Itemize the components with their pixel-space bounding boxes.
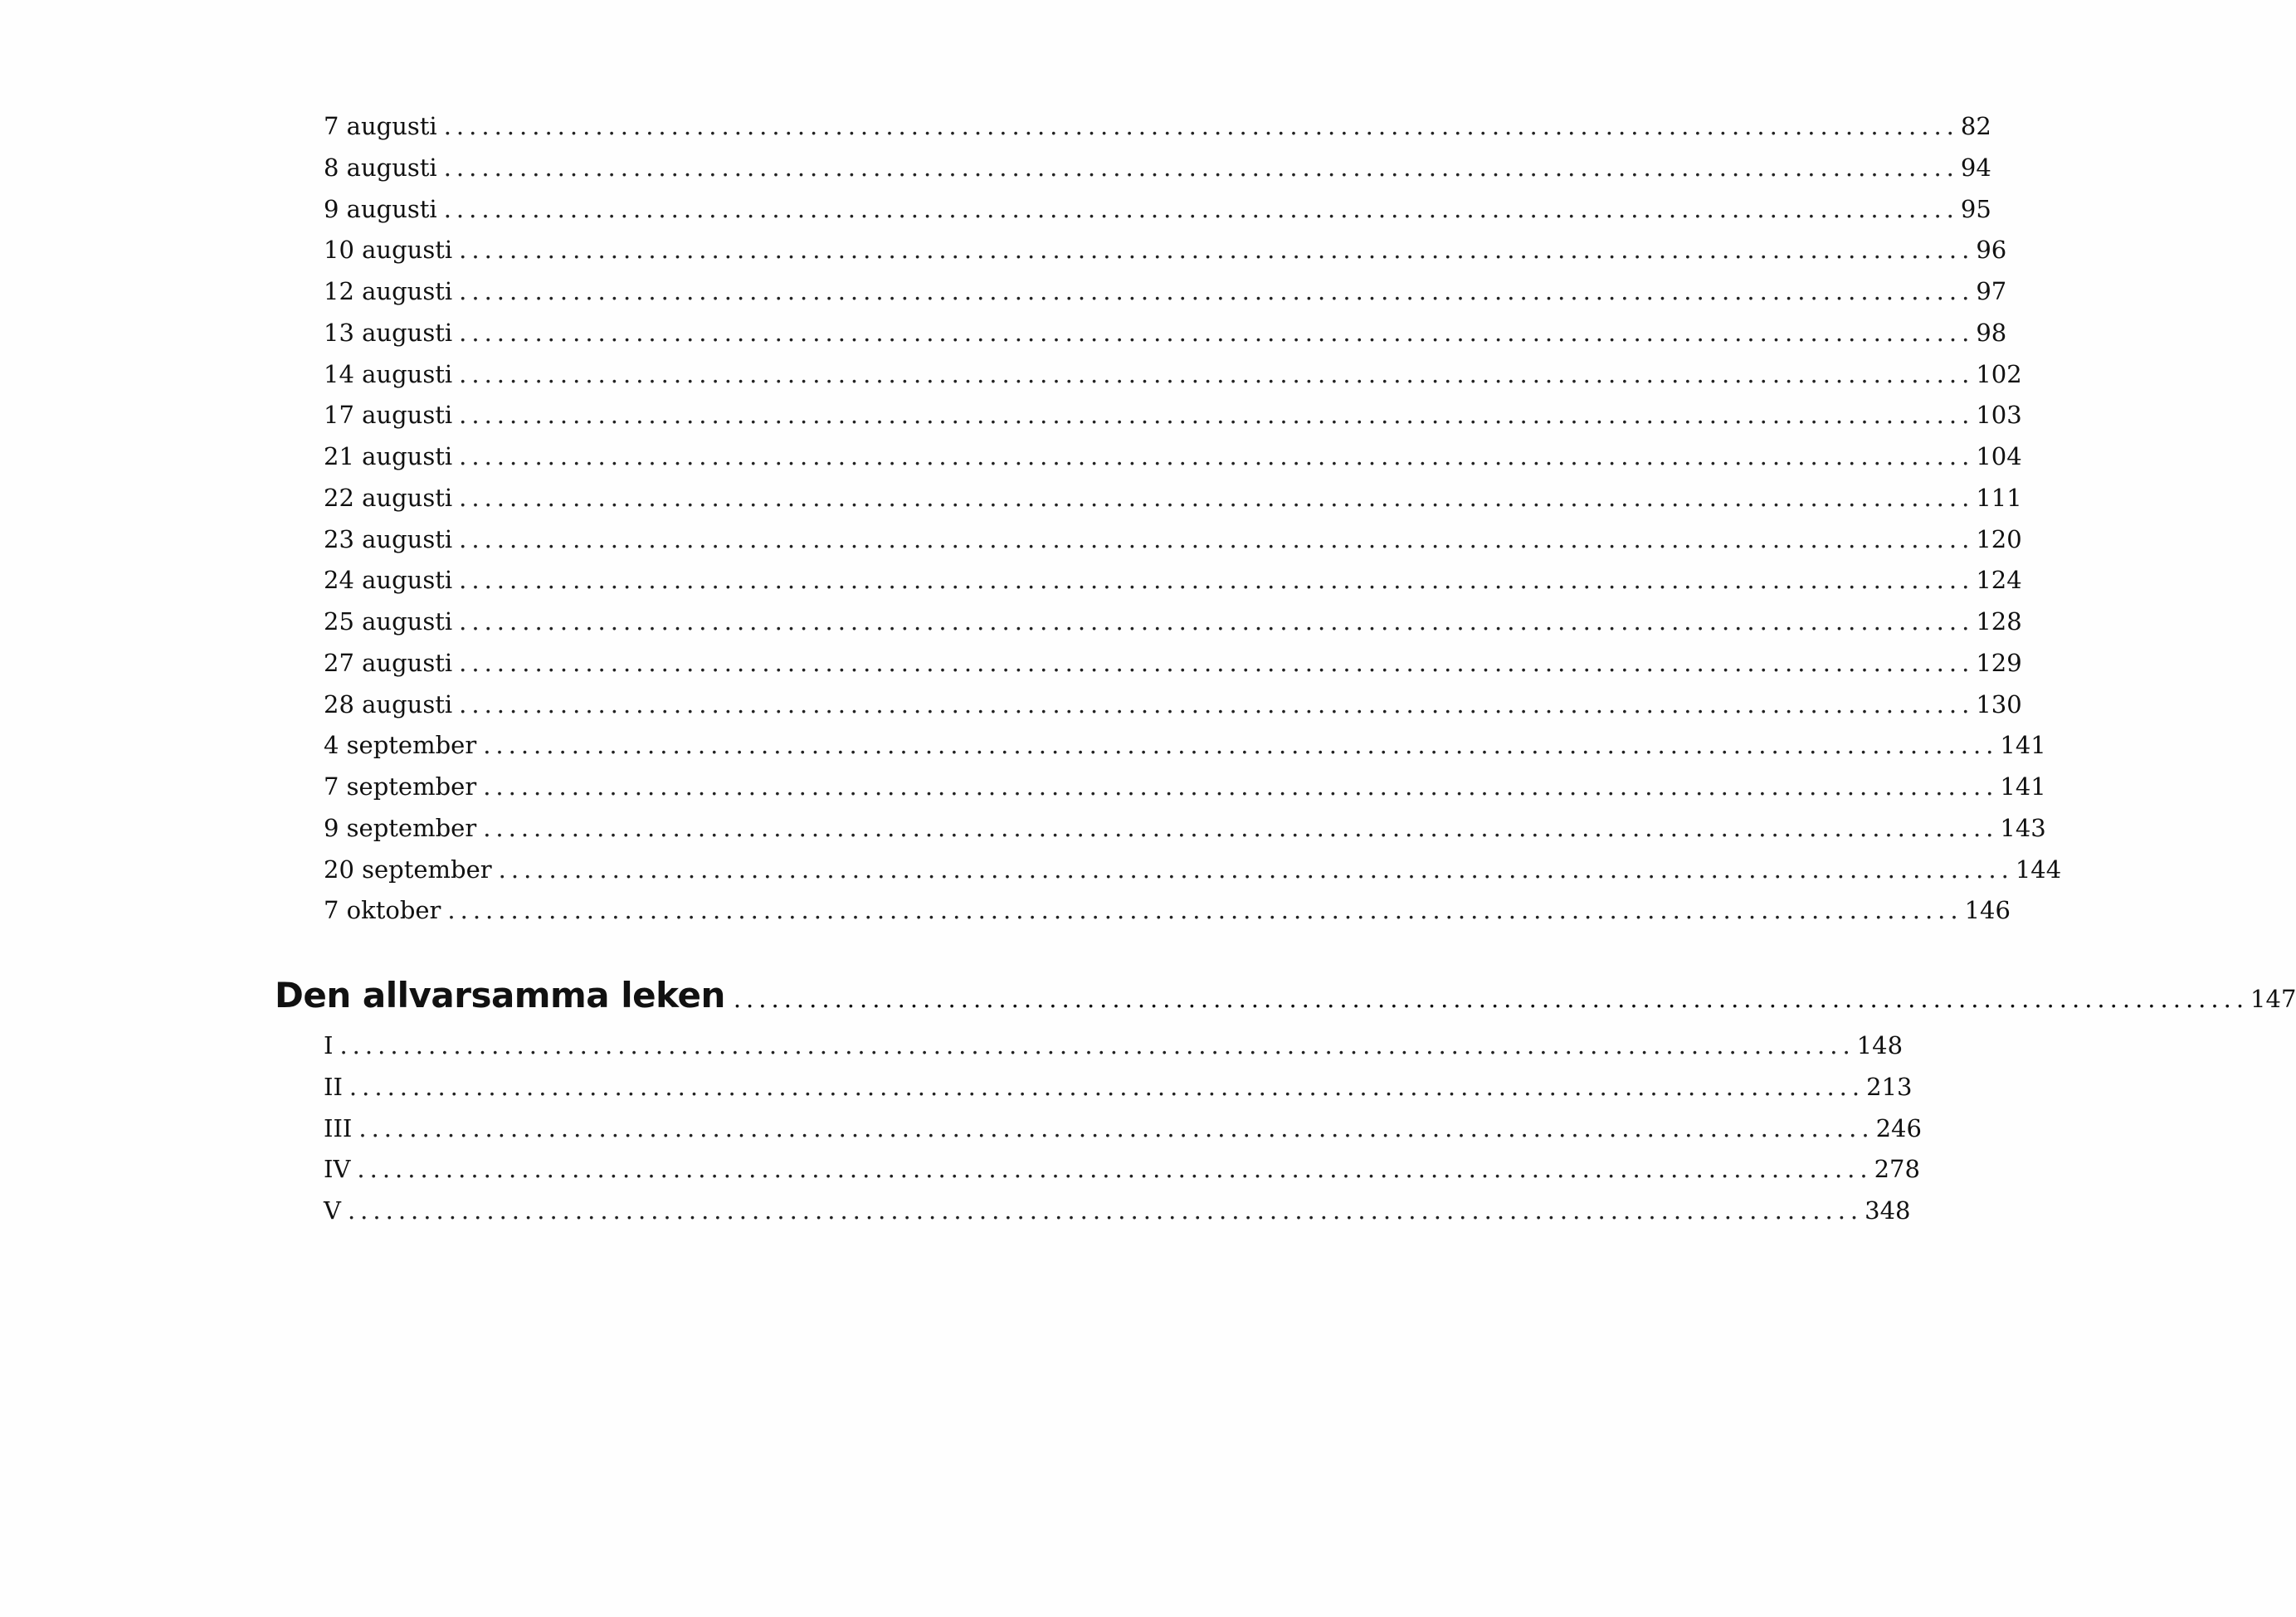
dot-leader: ........................................................................................................................ <box>443 112 1959 140</box>
dot-leader: ........................................................................................................................ <box>459 319 1975 347</box>
toc-entry-label: 9 augusti <box>324 195 437 223</box>
toc-entry-page-number: 98 <box>1976 319 2007 347</box>
toc-entry-label: 25 augusti <box>324 607 453 636</box>
dot-leader: ........................................................................................................................ <box>459 484 1975 512</box>
toc-entry-page-number: 128 <box>1976 607 2022 636</box>
toc-entry-label: 28 augusti <box>324 690 453 718</box>
toc-entry-page-number: 213 <box>1866 1073 1913 1101</box>
dot-leader: ........................................................................................................................ <box>498 855 2014 884</box>
dot-leader: ........................................................................................................................ <box>459 236 1975 264</box>
toc-entry[interactable] <box>324 482 2022 514</box>
toc-entry-label: 7 september <box>324 772 477 801</box>
toc-entry-page-number: 143 <box>2000 814 2046 842</box>
toc-entry[interactable] <box>324 317 2007 348</box>
dot-leader: ........................................................................................................................ <box>483 814 1999 842</box>
toc-entry-page-number: 96 <box>1976 236 2007 264</box>
toc-entry-page-number: 124 <box>1976 566 2022 594</box>
toc-entry[interactable] <box>324 564 2022 596</box>
toc-entry-label: 12 augusti <box>324 277 453 305</box>
dot-leader: ........................................................................................................................ <box>459 401 1975 429</box>
dot-leader: ........................................................................................................................ <box>358 1114 1874 1142</box>
toc-entry[interactable] <box>324 771 2046 802</box>
toc-entry-label: 21 augusti <box>324 442 453 470</box>
toc-entry[interactable] <box>324 647 2022 679</box>
dot-leader: ........................................................................................................................ <box>349 1073 1865 1101</box>
toc-entry-label: III <box>324 1114 353 1142</box>
toc-entry-label: 20 september <box>324 855 492 884</box>
toc-entry-page-number: 348 <box>1865 1196 1911 1225</box>
toc-entry-page-number: 104 <box>1976 442 2022 470</box>
toc-entry[interactable] <box>324 606 2022 637</box>
toc-entry-page-number: 278 <box>1874 1155 1920 1183</box>
toc-entry[interactable] <box>324 399 2022 431</box>
dot-leader: ........................................................................................................................ <box>447 896 1963 924</box>
toc-entry-label: 4 september <box>324 731 477 759</box>
toc-entry[interactable] <box>324 812 2046 844</box>
dot-leader: ........................................................................................................................ <box>459 360 1975 388</box>
dot-leader: ........................................................................................................................ <box>443 195 1959 223</box>
chapter-entry[interactable] <box>324 1030 1904 1061</box>
dot-leader: ........................................................................................................................ <box>733 985 2250 1013</box>
toc-entry-label: 22 augusti <box>324 484 453 512</box>
toc-entry-label: 24 augusti <box>324 566 453 594</box>
toc-entry-label: 23 augusti <box>324 525 453 553</box>
dot-leader: ........................................................................................................................ <box>443 153 1959 182</box>
section-heading[interactable] <box>275 972 2296 1020</box>
dot-leader: ........................................................................................................................ <box>459 277 1975 305</box>
toc-entry-page-number: 129 <box>1976 649 2022 677</box>
toc-entry[interactable] <box>324 358 2022 390</box>
toc-entry-label: 9 september <box>324 814 477 842</box>
dot-leader: ........................................................................................................................ <box>459 525 1975 553</box>
toc-entry-label: 14 augusti <box>324 360 453 388</box>
dot-leader: ........................................................................................................................ <box>459 442 1975 470</box>
chapter-entry[interactable] <box>324 1113 1922 1144</box>
toc-entry-page-number: 130 <box>1976 690 2022 718</box>
dot-leader: ........................................................................................................................ <box>459 690 1975 718</box>
toc-entry-page-number: 111 <box>1976 484 2022 512</box>
toc-entry-label: 17 augusti <box>324 401 453 429</box>
toc-entry-label: 27 augusti <box>324 649 453 677</box>
dot-leader: ........................................................................................................................ <box>357 1155 1873 1183</box>
dot-leader: ........................................................................................................................ <box>347 1196 1864 1225</box>
toc-entry-label: 7 augusti <box>324 112 437 140</box>
toc-entry[interactable] <box>324 854 2062 885</box>
toc-entry-page-number: 144 <box>2015 855 2062 884</box>
toc-entry[interactable] <box>324 193 1991 225</box>
chapter-entry[interactable] <box>324 1195 1911 1226</box>
toc-entry[interactable] <box>324 110 1991 142</box>
toc-entry-page-number: 103 <box>1976 401 2022 429</box>
toc-entry[interactable] <box>324 152 1991 183</box>
toc-entry-label: 13 augusti <box>324 319 453 347</box>
toc-entry-page-number: 94 <box>1960 153 1991 182</box>
dot-leader: ........................................................................................................................ <box>339 1031 1855 1059</box>
toc-entry[interactable] <box>324 275 2007 307</box>
dot-leader: ........................................................................................................................ <box>459 649 1975 677</box>
toc-entry-label: V <box>324 1196 341 1225</box>
toc-entry-label: I <box>324 1031 334 1059</box>
dot-leader: ........................................................................................................................ <box>459 607 1975 636</box>
toc-entry-page-number: 148 <box>1856 1031 1904 1059</box>
toc-entry[interactable] <box>324 441 2022 472</box>
toc-entry-page-number: 82 <box>1960 112 1991 140</box>
toc-entry[interactable] <box>324 689 2022 720</box>
dot-leader: ........................................................................................................................ <box>459 566 1975 594</box>
toc-entry-page-number: 141 <box>2000 772 2046 801</box>
toc-entry[interactable] <box>324 894 2011 926</box>
toc-entry-label: 10 augusti <box>324 236 453 264</box>
toc-entry-page-number: 95 <box>1960 195 1991 223</box>
toc-entry-page-number: 97 <box>1976 277 2007 305</box>
toc-entry-page-number: 141 <box>2000 731 2046 759</box>
section-page-number: 147 <box>2250 985 2296 1013</box>
chapter-entry[interactable] <box>324 1071 1913 1103</box>
toc-entry-page-number: 102 <box>1976 360 2022 388</box>
toc-entry-label: 8 augusti <box>324 153 437 182</box>
chapter-entry[interactable] <box>324 1153 1920 1185</box>
toc-entry-label: IV <box>324 1155 351 1183</box>
toc-entry-page-number: 246 <box>1875 1114 1922 1142</box>
toc-entry[interactable] <box>324 524 2022 555</box>
toc-entry-page-number: 146 <box>1964 896 2011 924</box>
toc-entry[interactable] <box>324 729 2046 761</box>
dot-leader: ........................................................................................................................ <box>483 731 1999 759</box>
toc-entry-label: II <box>324 1073 343 1101</box>
section-title: Den allvarsamma leken <box>275 975 725 1015</box>
dot-leader: ........................................................................................................................ <box>483 772 1999 801</box>
toc-entry[interactable] <box>324 234 2007 265</box>
toc-entry-page-number: 120 <box>1976 525 2022 553</box>
toc-entry-label: 7 oktober <box>324 896 441 924</box>
